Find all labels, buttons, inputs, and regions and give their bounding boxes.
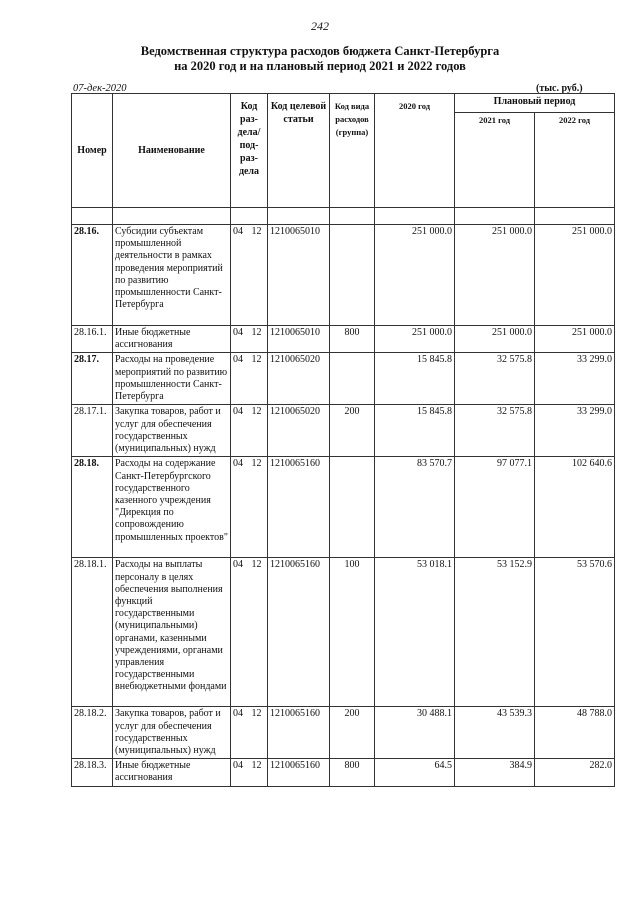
row-value-2022: 33 299.0 (535, 353, 615, 405)
row-number: 28.18. (72, 457, 113, 558)
header-expense-type: Код вида расходов (группа) (330, 94, 375, 208)
row-name: Закупка товаров, работ и услуг для обеспечения государственных (муниципальных) нужд (113, 707, 231, 759)
row-value-2022: 251 000.0 (535, 225, 615, 326)
row-expense-type: 800 (330, 326, 375, 353)
header-number: Номер (72, 94, 113, 208)
header-year-2022: 2022 год (535, 113, 615, 208)
row-value-2020: 251 000.0 (375, 326, 455, 353)
row-number: 28.18.1. (72, 558, 113, 707)
row-section-code: 04 12 (231, 405, 268, 457)
header-planned-period: Плановый период (455, 94, 615, 113)
table-row (72, 707, 615, 759)
header-section-code: Код раз- дела/ под- раз- дела (231, 94, 268, 208)
row-value-2022: 102 640.6 (535, 457, 615, 558)
row-article-code: 1210065020 (268, 405, 330, 457)
row-number: 28.18.2. (72, 707, 113, 759)
row-value-2021: 32 575.8 (455, 353, 535, 405)
row-value-2020: 15 845.8 (375, 353, 455, 405)
row-section-code: 04 12 (231, 759, 268, 786)
title-line-2: на 2020 год и на плановый период 2021 и 2022 годов (174, 59, 466, 73)
row-value-2020: 15 845.8 (375, 405, 455, 457)
row-section-code: 04 12 (231, 326, 268, 353)
title-line-1: Ведомственная структура расходов бюджета Санкт-Петербурга (140, 44, 500, 58)
row-number: 28.17. (72, 353, 113, 405)
table-row (72, 405, 615, 457)
row-section-code: 04 12 (231, 225, 268, 326)
row-value-2022: 33 299.0 (535, 405, 615, 457)
row-value-2021: 97 077.1 (455, 457, 535, 558)
row-section-code: 04 12 (231, 707, 268, 759)
row-value-2021: 251 000.0 (455, 326, 535, 353)
row-name: Расходы на содержание Санкт-Петербургского государственного казенного учреждения "Дирекция по сопровождению промышленных проектов" (113, 457, 231, 558)
row-name: Иные бюджетные ассигнования (113, 759, 231, 786)
row-article-code: 1210065010 (268, 225, 330, 326)
row-number: 28.17.1. (72, 405, 113, 457)
row-value-2020: 53 018.1 (375, 558, 455, 707)
document-title (0, 44, 640, 74)
row-value-2021: 32 575.8 (455, 405, 535, 457)
table-row (72, 457, 615, 558)
row-expense-type (330, 353, 375, 405)
page-number: 242 (311, 19, 329, 33)
row-article-code: 1210065160 (268, 759, 330, 786)
row-name: Иные бюджетные ассигнования (113, 326, 231, 353)
row-section-code: 04 12 (231, 558, 268, 707)
budget-table (71, 93, 615, 787)
header-year-2020: 2020 год (375, 94, 455, 208)
row-number: 28.18.3. (72, 759, 113, 786)
row-name: Расходы на проведение мероприятий по развитию промышленности Санкт-Петербурга (113, 353, 231, 405)
row-expense-type: 800 (330, 759, 375, 786)
units-label: (тыс. руб.) (536, 83, 583, 94)
row-number: 28.16.1. (72, 326, 113, 353)
row-value-2022: 53 570.6 (535, 558, 615, 707)
table-row (72, 353, 615, 405)
header-year-2021: 2021 год (455, 113, 535, 208)
row-expense-type (330, 457, 375, 558)
header-name: Наименование (113, 94, 231, 208)
row-article-code: 1210065160 (268, 457, 330, 558)
row-value-2021: 251 000.0 (455, 225, 535, 326)
header-article-code: Код целевой статьи (268, 94, 330, 208)
row-expense-type (330, 225, 375, 326)
row-section-code: 04 12 (231, 353, 268, 405)
row-value-2020: 83 570.7 (375, 457, 455, 558)
row-name: Закупка товаров, работ и услуг для обеспечения государственных (муниципальных) нужд (113, 405, 231, 457)
document-date: 07-дек-2020 (73, 83, 127, 94)
row-expense-type: 200 (330, 707, 375, 759)
row-value-2020: 251 000.0 (375, 225, 455, 326)
row-article-code: 1210065010 (268, 326, 330, 353)
row-expense-type: 100 (330, 558, 375, 707)
row-value-2021: 384.9 (455, 759, 535, 786)
row-article-code: 1210065020 (268, 353, 330, 405)
row-value-2022: 48 788.0 (535, 707, 615, 759)
row-name: Расходы на выплаты персоналу в целях обеспечения выполнения функций государственными (муниципальными) органами, казенными учреждениями, органами управления государственными внебюджетными фондами (113, 558, 231, 707)
row-value-2022: 282.0 (535, 759, 615, 786)
row-expense-type: 200 (330, 405, 375, 457)
table-row (72, 759, 615, 786)
row-value-2020: 30 488.1 (375, 707, 455, 759)
row-number: 28.16. (72, 225, 113, 326)
row-value-2022: 251 000.0 (535, 326, 615, 353)
table-row (72, 326, 615, 353)
row-value-2021: 53 152.9 (455, 558, 535, 707)
row-value-2020: 64.5 (375, 759, 455, 786)
row-article-code: 1210065160 (268, 558, 330, 707)
table-row (72, 225, 615, 326)
row-value-2021: 43 539.3 (455, 707, 535, 759)
row-name: Субсидии субъектам промышленной деятельности в рамках проведения мероприятий по развитию промышленности Санкт-Петербурга (113, 225, 231, 326)
table-row (72, 558, 615, 707)
row-article-code: 1210065160 (268, 707, 330, 759)
row-section-code: 04 12 (231, 457, 268, 558)
